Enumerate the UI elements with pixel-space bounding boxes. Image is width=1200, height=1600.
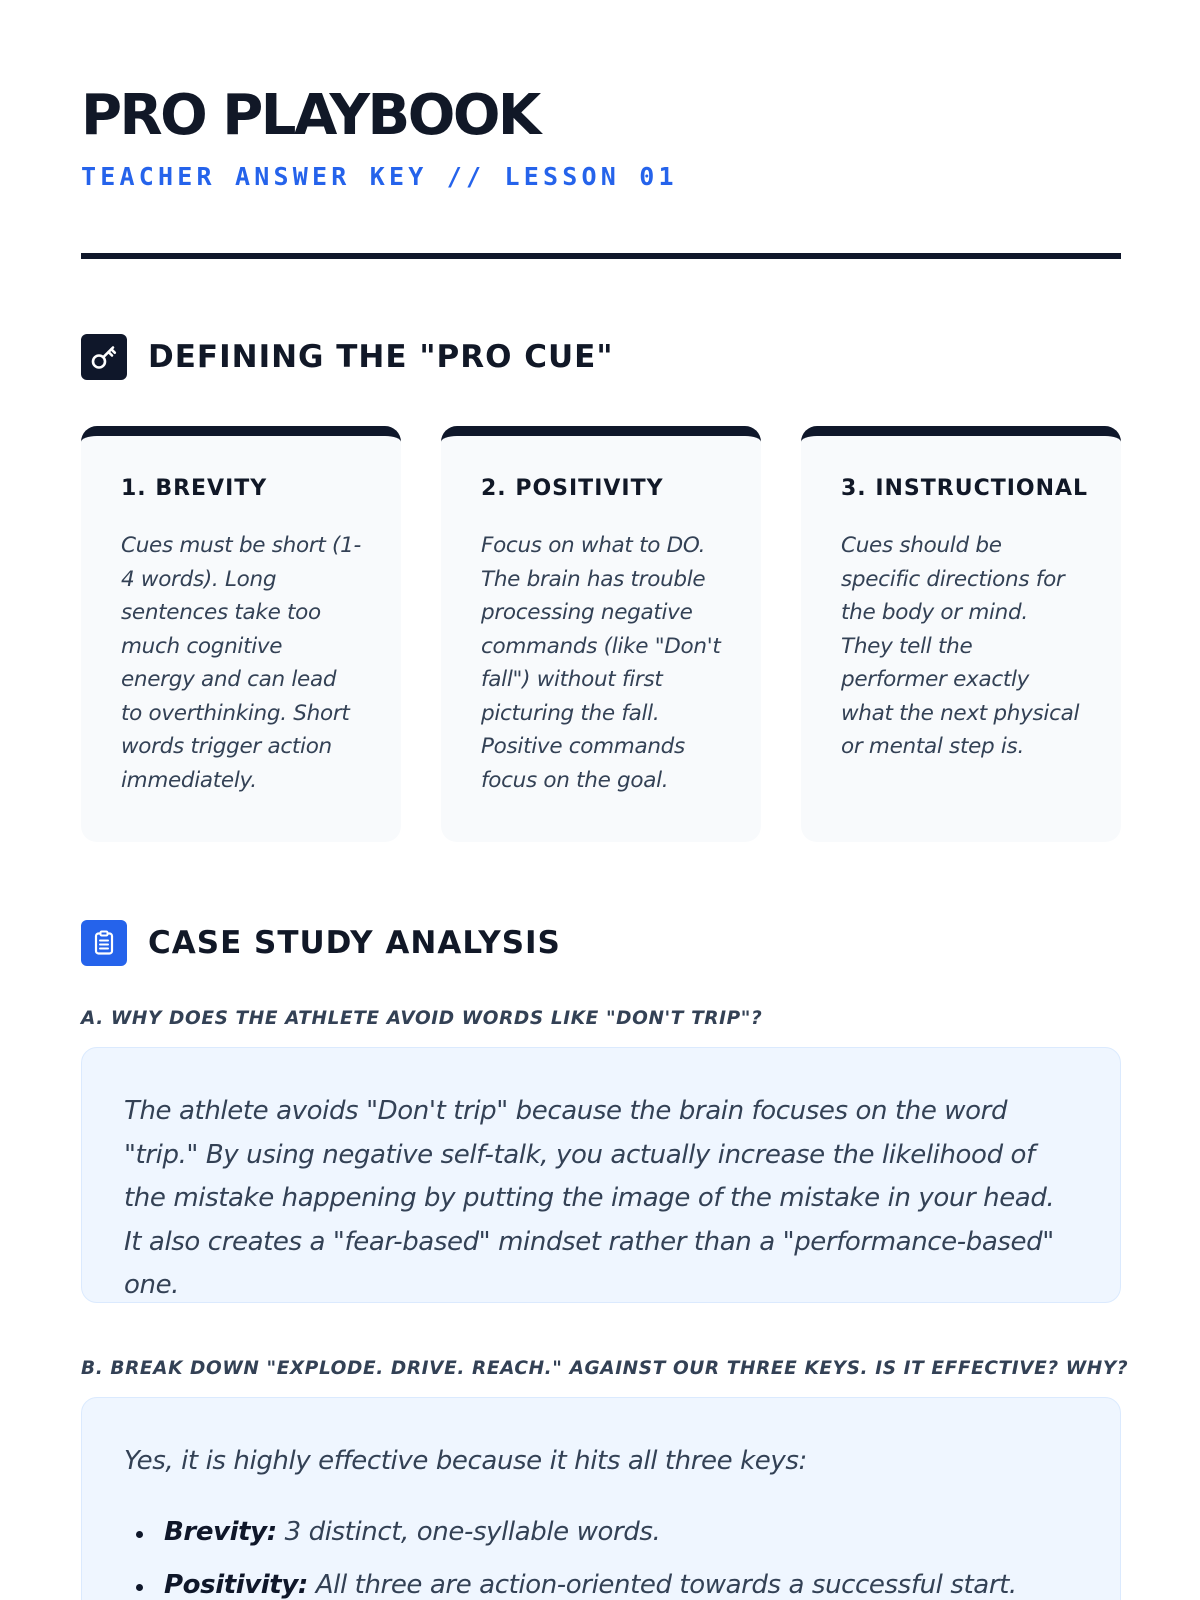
answer-a-text: The athlete avoids "Don't trip" because the brain focuses on the word "trip." By using negative self-talk, you actually increase the likelihood of the mistake happening by putting the image of the mistake in your head. It also creates a "fear-based" mindset rather than a "performance-based" one. <box>124 1096 1055 1300</box>
section-title-case-study: CASE STUDY ANALYSIS <box>148 925 561 961</box>
answer-a-box <box>81 1047 1121 1303</box>
answer-b-box <box>81 1397 1121 1600</box>
answer-b-list <box>124 1506 1078 1600</box>
card-positivity <box>441 426 761 842</box>
case-study-section-header <box>81 920 561 966</box>
pro-cue-cards <box>81 426 1121 842</box>
card-brevity <box>81 426 401 842</box>
pro-cue-section-header <box>81 334 613 380</box>
page-title: PRO PLAYBOOK <box>81 83 539 148</box>
list-item <box>124 1559 1078 1600</box>
card-body: Focus on what to DO. The brain has trouble processing negative commands (like "Don't fall") without first picturing the fall. Positive commands focus on the goal. <box>481 533 721 793</box>
bullet-text: 3 distinct, one-syllable words. <box>276 1516 661 1547</box>
card-body: Cues must be short (1-4 words). Long sentences take too much cognitive energy and can lead to overthinking. Short words trigger action immediately. <box>121 533 361 793</box>
card-body: Cues should be specific directions for the body or mind. They tell the performer exactly what the next physical or mental step is. <box>841 533 1080 759</box>
question-b: B. BREAK DOWN "EXPLODE. DRIVE. REACH." AGAINST OUR THREE KEYS. IS IT EFFECTIVE? WHY? <box>81 1358 1129 1379</box>
card-title: 2. POSITIVITY <box>481 476 664 501</box>
bullet-term: Brevity: <box>164 1516 277 1547</box>
header-divider <box>81 253 1121 259</box>
list-item <box>124 1506 1078 1559</box>
question-a: A. WHY DOES THE ATHLETE AVOID WORDS LIKE "DON'T TRIP"? <box>81 1008 763 1029</box>
card-title: 3. INSTRUCTIONAL <box>841 476 1089 501</box>
answer-b-intro: Yes, it is highly effective because it hits all three keys: <box>124 1446 807 1476</box>
bullet-text: All three are action-oriented towards a successful start. <box>307 1569 1017 1600</box>
card-instructional <box>801 426 1121 842</box>
clipboard-icon <box>81 920 127 966</box>
card-title: 1. BREVITY <box>121 476 268 501</box>
key-icon <box>81 334 127 380</box>
section-title-pro-cue: DEFINING THE "PRO CUE" <box>148 339 614 375</box>
page-subtitle: TEACHER ANSWER KEY // LESSON 01 <box>81 162 678 191</box>
bullet-term: Positivity: <box>164 1569 308 1600</box>
